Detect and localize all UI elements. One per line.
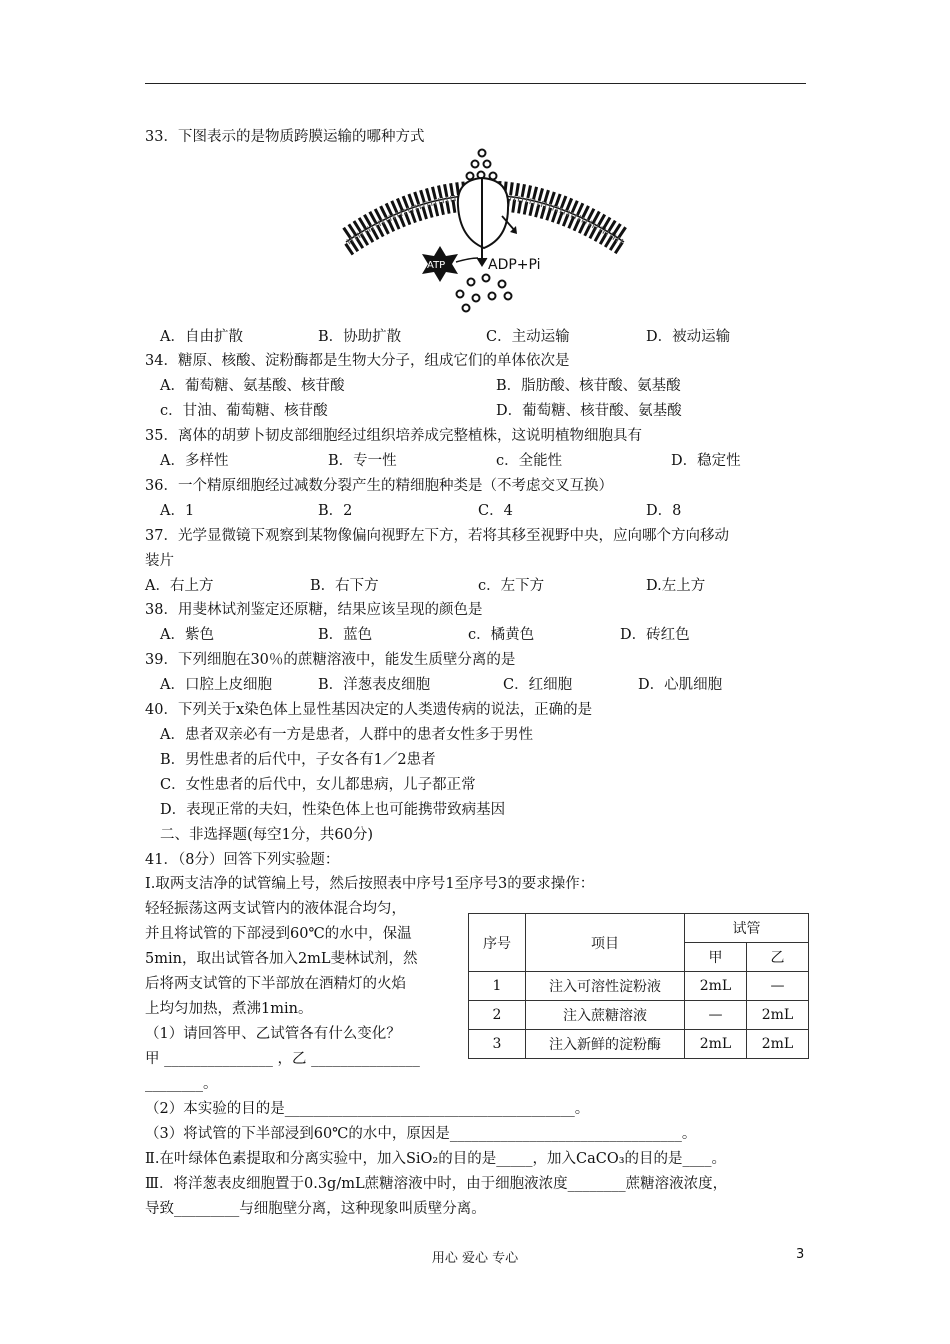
table-row (469, 1001, 809, 1030)
header-seq: 序号 (469, 914, 526, 972)
q33-option-d: D．被动运输 (646, 329, 731, 345)
q36-option-d: D．8 (646, 503, 682, 519)
q35-option-c: c．全能性 (496, 453, 563, 469)
cell-a: 2mL (685, 1030, 747, 1059)
cell-seq: 1 (469, 972, 526, 1001)
header-rule (145, 83, 806, 84)
q37-stem-line1: 37．光学显微镜下观察到某物像偏向视野左下方，若将其移至视野中央，应向哪个方向移动 (145, 528, 729, 544)
table-row (469, 972, 809, 1001)
cell-a: — (685, 1001, 747, 1030)
q33-stem: 33．下图表示的是物质跨膜运输的哪种方式 (145, 129, 425, 145)
q35-option-b: B．专一性 (328, 453, 397, 469)
q38-stem: 38．用斐林试剂鉴定还原糖，结果应该呈现的颜色是 (145, 602, 483, 618)
header-item: 项目 (526, 914, 685, 972)
atp-label: ATP (427, 260, 446, 271)
q41-part1-intro: Ⅰ.取两支洁净的试管编上号，然后按照表中序号1至序号3的要求操作： (145, 876, 595, 892)
q33-option-c: C．主动运输 (486, 329, 570, 345)
header-tube: 试管 (685, 914, 809, 943)
cell-item: 注入新鲜的淀粉酶 (526, 1030, 685, 1059)
q41-part1-line: 5min，取出试管各加入2mL斐林试剂，然 (145, 951, 418, 967)
q41-sub1-tail: ________。 (145, 1076, 218, 1092)
cell-seq: 2 (469, 1001, 526, 1030)
adp-label: ADP+Pi (488, 257, 541, 273)
q41-part1-line: 轻轻振荡这两支试管内的液体混合均匀， (145, 901, 406, 917)
q41-sub1-answer: 甲 _______________ ，乙 _______________ (145, 1051, 420, 1067)
q38-option-c: c．橘黄色 (468, 627, 535, 643)
q34-stem: 34．糖原、核酸、淀粉酶都是生物大分子，组成它们的单体依次是 (145, 353, 570, 369)
q36-stem: 36．一个精原细胞经过减数分裂产生的精细胞种类是（不考虑交叉互换） (145, 478, 613, 494)
cell-b: — (747, 972, 809, 1001)
cell-seq: 3 (469, 1030, 526, 1059)
q41-title: 41．（8分）回答下列实验题： (145, 852, 340, 868)
q38-option-a: A．紫色 (160, 627, 214, 643)
header-tube-a: 甲 (685, 943, 747, 972)
q37-option-d: D.左上方 (646, 578, 706, 594)
q40-option-c: C．女性患者的后代中，女儿都患病，儿子都正常 (160, 777, 476, 793)
q34-option-b: B．脂肪酸、核苷酸、氨基酸 (496, 378, 681, 394)
table-row (469, 1030, 809, 1059)
q38-option-d: D．砖红色 (620, 627, 690, 643)
membrane-transport-figure (336, 146, 632, 318)
q36-option-c: C．4 (478, 503, 513, 519)
q39-option-b: B．洋葱表皮细胞 (318, 677, 431, 693)
q35-option-d: D．稳定性 (671, 453, 741, 469)
page-number: 3 (796, 1247, 805, 1262)
q41-part3-line2: 导致_________与细胞壁分离，这种现象叫质壁分离。 (145, 1201, 486, 1217)
page-footer: 用心 爱心 专心 (431, 1251, 519, 1266)
cell-b: 2mL (747, 1001, 809, 1030)
q34-option-c: c．甘油、葡萄糖、核苷酸 (160, 403, 328, 419)
q39-option-d: D．心肌细胞 (638, 677, 723, 693)
q41-part2: Ⅱ.在叶绿体色素提取和分离实验中，加入SiO₂的目的是_____，加入CaCO₃的目的是____。 (145, 1151, 727, 1167)
q40-option-d: D．表现正常的夫妇，性染色体上也可能携带致病基因 (160, 802, 506, 818)
q41-sub1-question: （1）请回答甲、乙试管各有什么变化？ (145, 1026, 401, 1042)
q36-option-b: B．2 (318, 503, 353, 519)
q41-part1-line: 并且将试管的下部浸到60℃的水中，保温 (145, 926, 412, 942)
q41-part3-line1: Ⅲ．将洋葱表皮细胞置于0.3g/mL蔗糖溶液中时，由于细胞液浓度________蔗糖溶液浓度， (145, 1176, 728, 1192)
section-heading: 二、非选择题(每空1分，共60分) (160, 827, 373, 843)
q41-sub2: （2）本实验的目的是________________________________________。 (145, 1101, 590, 1117)
cell-a: 2mL (685, 972, 747, 1001)
q41-part1-line: 后将两支试管的下半部放在酒精灯的火焰 (145, 976, 406, 992)
q37-option-b: B．右下方 (310, 578, 379, 594)
q39-stem: 39．下列细胞在30％的蔗糖溶液中，能发生质壁分离的是 (145, 652, 516, 668)
q40-stem: 40．下列关于x染色体上显性基因决定的人类遗传病的说法，正确的是 (145, 702, 593, 718)
q39-option-c: C．红细胞 (503, 677, 573, 693)
cell-item: 注入可溶性淀粉液 (526, 972, 685, 1001)
q35-stem: 35．离体的胡萝卜韧皮部细胞经过组织培养成完整植株，这说明植物细胞具有 (145, 428, 642, 444)
cell-b: 2mL (747, 1030, 809, 1059)
cell-item: 注入蔗糖溶液 (526, 1001, 685, 1030)
q38-option-b: B．蓝色 (318, 627, 373, 643)
q40-option-a: A．患者双亲必有一方是患者，人群中的患者女性多于男性 (160, 727, 533, 743)
q37-option-a: A．右上方 (145, 578, 214, 594)
q34-option-a: A．葡萄糖、氨基酸、核苷酸 (160, 378, 345, 394)
q41-sub3: （3）将试管的下半部浸到60℃的水中，原因是________________________________。 (145, 1126, 697, 1142)
q34-option-d: D．葡萄糖、核苷酸、氨基酸 (496, 403, 682, 419)
q39-option-a: A．口腔上皮细胞 (160, 677, 272, 693)
q40-option-b: B．男性患者的后代中，子女各有1／2患者 (160, 752, 436, 768)
q35-option-a: A．多样性 (160, 453, 229, 469)
q41-part1-line: 上均匀加热，煮沸1min。 (145, 1001, 313, 1017)
q36-option-a: A．1 (160, 503, 195, 519)
q33-option-b: B．协助扩散 (318, 329, 402, 345)
experiment-table (468, 913, 809, 1059)
header-tube-b: 乙 (747, 943, 809, 972)
q37-stem-line2: 装片 (145, 553, 174, 569)
q37-option-c: c．左下方 (478, 578, 545, 594)
q33-option-a: A．自由扩散 (160, 329, 243, 345)
